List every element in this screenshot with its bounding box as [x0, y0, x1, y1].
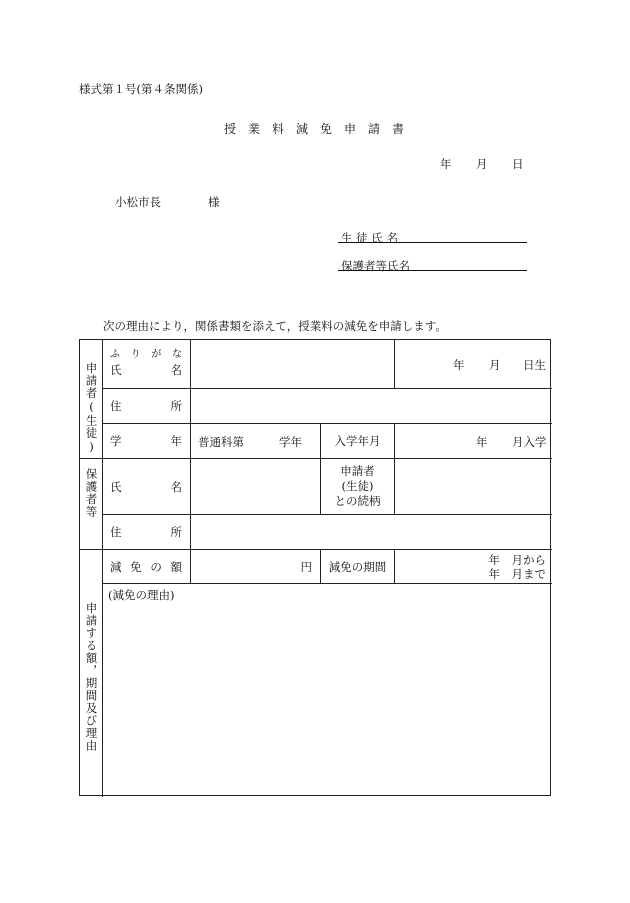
entry-month: 月入学 [512, 435, 547, 449]
applicant-name-label: 氏 名 [110, 363, 182, 377]
row-line [102, 583, 552, 584]
entry-label: 入学年月 [334, 434, 381, 448]
amount-field[interactable] [191, 550, 312, 583]
date-year: 年 [440, 157, 452, 171]
intro-text: 次の理由により，関係書類を添えて，授業料の減免を申請します。 [103, 319, 447, 333]
birth-month: 月 [489, 358, 501, 372]
date-day: 日 [512, 157, 524, 171]
birth-year: 年 [453, 358, 465, 372]
guardian-section-label: 保護者等 [84, 468, 99, 518]
guardian-name-field[interactable] [338, 258, 527, 271]
reason-field[interactable] [103, 602, 552, 796]
birth-day: 日生 [523, 358, 546, 372]
application-form [79, 339, 551, 796]
document-title: 授 業 料 減 免 申 請 書 [224, 122, 405, 136]
applicant-address-label: 住 所 [110, 399, 182, 413]
grade-field[interactable] [191, 424, 320, 458]
honorific: 様 [208, 195, 220, 209]
grade-label: 学 年 [110, 434, 182, 448]
addressee: 小松市長 [115, 195, 161, 209]
entry-year: 年 [476, 435, 488, 449]
period-from: 年 月から [488, 552, 546, 567]
applicant-name-field[interactable] [191, 340, 394, 388]
guardian-address-label: 住 所 [110, 525, 182, 539]
yen-unit: 円 [300, 559, 312, 574]
request-section-label: 申請する額，期間及び理由 [84, 602, 99, 752]
amount-label: 減 免 の 額 [110, 559, 182, 574]
applicant-section-label: 申請者(生徒) [84, 362, 99, 455]
guardian-address-field[interactable] [191, 515, 552, 549]
furigana-label: ふ り が な [110, 348, 182, 360]
guardian-name-cell-label: 氏 名 [110, 479, 182, 494]
course-label: 普通科第 [198, 435, 244, 449]
period-label: 減免の期間 [328, 559, 387, 574]
relation-field[interactable] [395, 459, 552, 514]
student-name-field[interactable] [338, 230, 527, 243]
period-to: 年 月まで [488, 566, 546, 581]
date-month: 月 [476, 157, 488, 171]
grade-suffix: 学年 [279, 435, 302, 449]
birth-date-field[interactable] [395, 340, 552, 388]
period-field[interactable] [395, 550, 546, 583]
guardian-name-label: 保護者等氏名 [341, 259, 410, 273]
relation-label: 申請者 (生徒) との続柄 [334, 464, 381, 508]
reason-label: (減免の理由) [108, 588, 175, 602]
student-name-label: 生 徒 氏 名 [341, 231, 398, 245]
form-number: 様式第１号(第４条関係) [79, 82, 203, 96]
applicant-address-field[interactable] [191, 389, 552, 423]
guardian-name-cell-field[interactable] [191, 459, 320, 514]
entry-date-field[interactable] [395, 424, 552, 458]
